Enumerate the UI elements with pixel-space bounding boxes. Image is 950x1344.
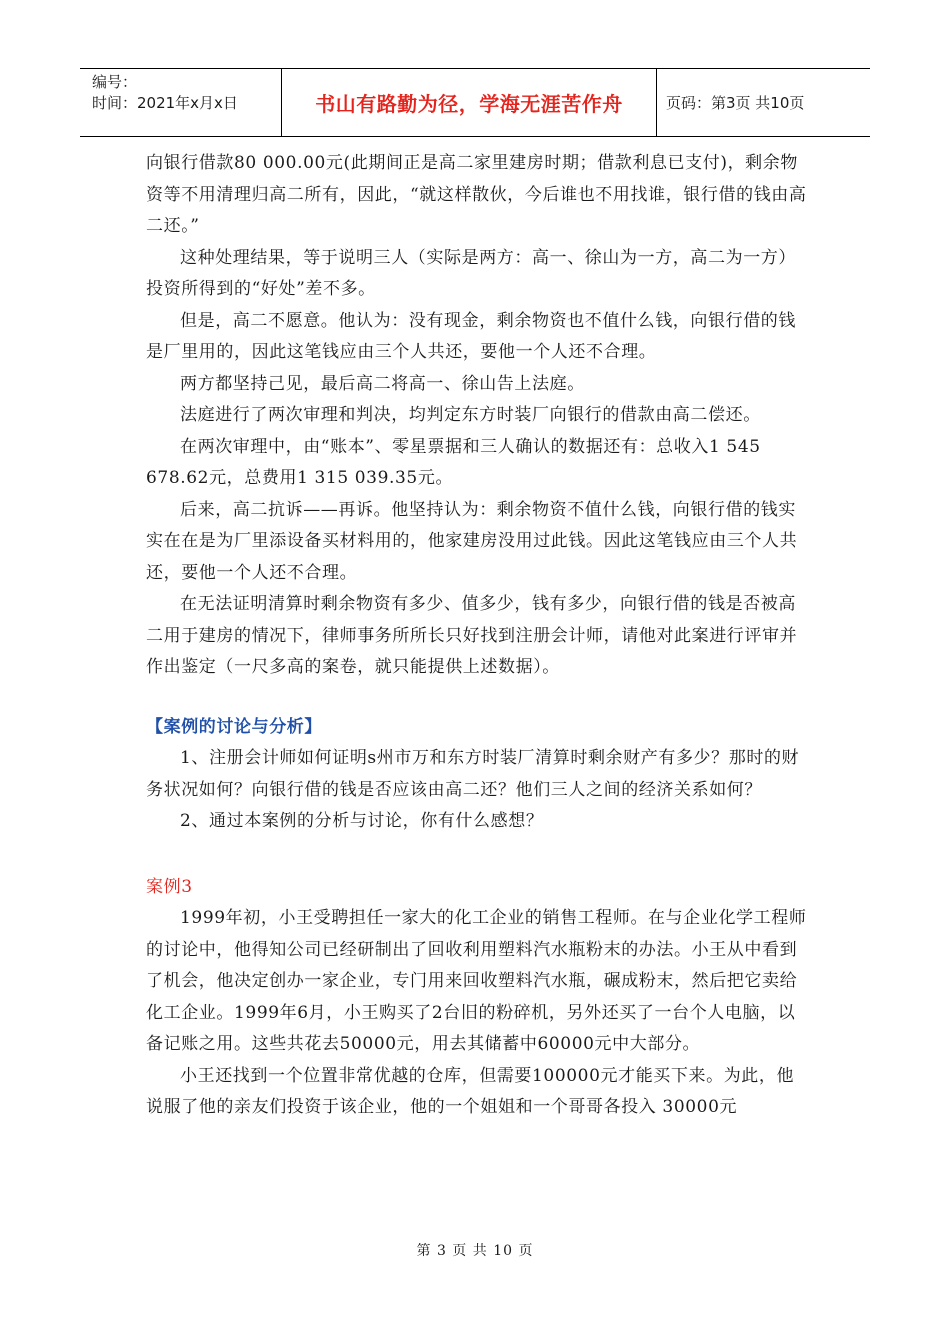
paragraph: 小王还找到一个位置非常优越的仓库，但需要100000元才能买下来。为此，他说服了他的亲友们投资于该企业，他的一个姐姐和一个哥哥各投入 30000元 [146, 1065, 795, 1117]
paragraph: 在无法证明清算时剩余物资有多少、值多少，钱有多少，向银行借的钱是否被高二用于建房的情况下，律师事务所所长只好找到注册会计师，请他对此案进行评审并作出鉴定（一尺多高的案卷，就只能提供上述数据）。 [146, 594, 798, 677]
motto: 书山有路勤为径，学海无涯苦作舟 [315, 92, 623, 116]
header-page-code-cell [657, 69, 870, 136]
time-label: 时间：2021年x月x日 [92, 94, 238, 112]
paragraph: 但是，高二不愿意。他认为：没有现金，剩余物资也不值什么钱，向银行借的钱是厂里用的，因此这笔钱应由三个人共还，要他一个人还不合理。 [146, 310, 796, 362]
discussion-heading: 【案例的讨论与分析】 [146, 716, 322, 737]
page-footer: 第 3 页 共 10 页 [416, 1243, 534, 1259]
spacer [146, 838, 808, 872]
paragraph: 在两次审理中，由“账本”、零星票据和三人确认的数据还有：总收入1 545 678.62元，总费用1 315 039.35元。 [146, 436, 761, 488]
header-meta [80, 69, 282, 136]
document-body [146, 148, 808, 1124]
number-label: 编号： [92, 73, 138, 91]
discussion-item: 2、通过本案例的分析与讨论，你有什么感想？ [180, 811, 544, 831]
paragraph: 后来，高二抗诉——再诉。他坚持认为：剩余物资不值什么钱，向银行借的钱实实在在是为厂里添设备买材料用的，他家建房没用过此钱。因此这笔钱应由三个人共还，要他一个人还不合理。 [146, 499, 798, 583]
paragraph: 向银行借款80 000.00元(此期间正是高二家里建房时期；借款利息已支付)，剩余物资等不用清理归高二所有，因此，“就这样散伙，今后谁也不用找谁，银行借的钱由高二还。” [146, 153, 807, 236]
header-motto-cell [282, 69, 657, 136]
discussion-item: 1、注册会计师如何证明s州市万和东方时装厂清算时剩余财产有多少？那时的财务状况如何？向银行借的钱是否应该由高二还？他们三人之间的经济关系如何？ [146, 748, 800, 800]
spacer [146, 684, 808, 712]
case3-heading: 案例3 [146, 876, 193, 897]
paragraph: 这种处理结果，等于说明三人（实际是两方：高一、徐山为一方，高二为一方）投资所得到的“好处”差不多。 [146, 247, 796, 299]
page-code: 页码：第3页 共10页 [666, 94, 805, 112]
paragraph: 法庭进行了两次审理和判决，均判定东方时装厂向银行的借款由高二偿还。 [180, 405, 761, 425]
paragraph: 1999年初，小王受聘担任一家大的化工企业的销售工程师。在与企业化学工程师的讨论中，他得知公司已经研制出了回收利用塑料汽水瓶粉末的办法。小王从中看到了机会，他决定创办一家企业，专门用来回收塑料汽水瓶，碾成粉末，然后把它卖给化工企业。1999年6月，小王购买了2台旧的粉碎机，另外还买了一台个人电脑，以备记账之用。这些共花去50000元，用去其储蓄中60000元中大部分。 [146, 908, 807, 1054]
paragraph: 两方都坚持己见，最后高二将高一、徐山告上法庭。 [180, 373, 585, 394]
page-header [80, 68, 870, 137]
